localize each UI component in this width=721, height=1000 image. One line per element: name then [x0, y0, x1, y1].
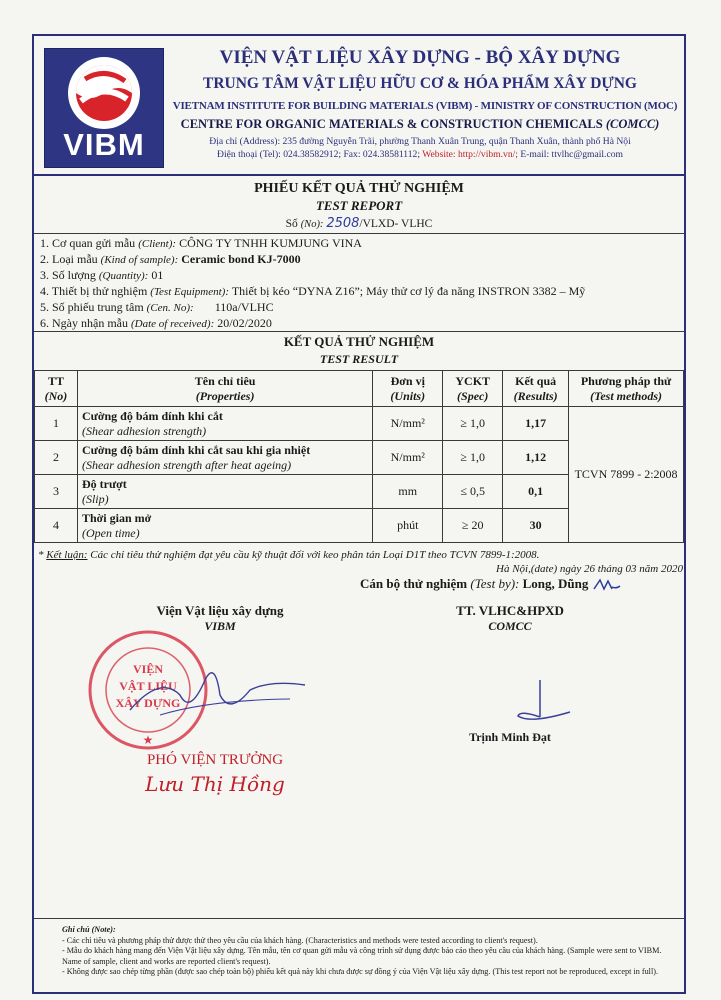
stamp-text-1: VIỆN — [132, 662, 164, 676]
website-link[interactable]: Website: http://vibm.vn/; — [422, 149, 518, 160]
note-item: - Mẫu do khách hàng mang đến Viện Vật liệu xây dựng. Tên mẫu, tên cơ quan gửi mẫu và công trình sử dụng được báo cáo theo yêu cầu của khách hàng. (Sample were sent to VIBM. Name of sample, client and works are reported client's request). — [62, 946, 662, 966]
svg-text:★: ★ — [142, 733, 154, 747]
row-result: 1,17 — [503, 407, 569, 441]
notes-label: Ghi chú (Note): — [62, 925, 116, 934]
conclusion-text: Các chỉ tiêu thử nghiệm đạt yêu cầu kỹ thuật đối với keo phân tán Loại D1T theo TCVN 7899-1:2008. — [90, 549, 540, 561]
logo-emblem-icon — [45, 49, 163, 135]
row-no: 2 — [35, 441, 78, 475]
row-unit: phút — [373, 509, 443, 543]
sample-label: 2. Loại mẫu — [40, 252, 98, 266]
report-number — [34, 216, 684, 231]
date-received-label: 6. Ngày nhận mẫu — [40, 316, 128, 330]
institute-title-vn: VIỆN VẬT LIỆU XÂY DỰNG - BỘ XÂY DỰNG — [219, 47, 621, 68]
tested-by-line — [360, 576, 622, 593]
result-title-en: TEST RESULT — [319, 352, 399, 366]
institute-title-en: VIETNAM INSTITUTE FOR BUILDING MATERIALS (VIBM) - MINISTRY OF CONSTRUCTION (MOC) — [172, 100, 678, 112]
result-title-vn: KẾT QUẢ THỬ NGHIỆM — [283, 334, 435, 349]
left-org: Viện Vật liệu xây dựng — [156, 603, 284, 618]
header-properties: Tên chỉ tiêu (Properties) — [77, 371, 372, 407]
cen-no-line — [40, 300, 274, 315]
row-result: 0,1 — [503, 475, 569, 509]
cen-no-label-en: (Cen. No): — [146, 302, 194, 314]
report-no-handwritten: 2508 — [326, 216, 360, 231]
quantity-label: 3. Số lượng — [40, 268, 96, 282]
row-unit: N/mm² — [373, 441, 443, 475]
report-no-suffix: /VLXD- VLHC — [359, 218, 433, 230]
table-row — [35, 407, 684, 441]
equipment-label-en: (Test Equipment): — [150, 286, 230, 298]
email-text[interactable]: E-mail: ttvlhc@gmail.com — [520, 149, 623, 160]
conclusion-line: * Kết luận: Các chỉ tiêu thử nghiệm đạt yêu cầu kỹ thuật đối với keo phân tán Loại D1T theo TCVN 7899-1:2008. — [38, 549, 540, 561]
report-title-en: TEST REPORT — [315, 198, 403, 213]
row-spec: ≥ 20 — [443, 509, 503, 543]
client-label: 1. Cơ quan gửi mẫu — [40, 236, 136, 250]
right-org: TT. VLHC&HPXD — [456, 603, 564, 618]
row-unit: mm — [373, 475, 443, 509]
centre-title-vn: TRUNG TÂM VẬT LIỆU HỮU CƠ & HÓA PHẨM XÂY DỰNG — [202, 75, 637, 92]
client-value: CÔNG TY TNHH KUMJUNG VINA — [179, 236, 362, 250]
logo-text: VIBM — [63, 127, 145, 162]
row-spec: ≥ 1,0 — [443, 441, 503, 475]
header-divider — [32, 174, 686, 176]
address-line: Địa chỉ (Address): 235 đường Nguyễn Trãi, phường Thanh Xuân Trung, quận Thanh Xuân, thành phố Hà Nội — [209, 136, 631, 147]
client-label-en: (Client): — [138, 238, 177, 250]
row-spec: ≤ 0,5 — [443, 475, 503, 509]
row-property: Cường độ bám dính khi cắt sau khi gia nhiệt (Shear adhesion strength after heat ageing) — [77, 441, 372, 475]
report-title-vn: PHIẾU KẾT QUẢ THỬ NGHIỆM — [254, 181, 464, 196]
row-unit: N/mm² — [373, 407, 443, 441]
sample-value: Ceramic bond KJ-7000 — [181, 252, 301, 266]
client-line — [40, 236, 362, 251]
notes-top-rule — [34, 918, 684, 919]
contact-line — [170, 149, 670, 160]
vibm-logo — [44, 48, 164, 168]
tested-by-value: Long, Dũng — [522, 576, 589, 591]
notes-section — [62, 925, 662, 978]
quantity-label-en: (Quantity): — [98, 270, 149, 282]
header-no: TT (No) — [35, 371, 78, 407]
info-top-rule — [34, 233, 684, 234]
result-top-rule — [34, 331, 684, 332]
right-org-abbr: COMCC — [488, 619, 532, 633]
table-header-row — [35, 371, 684, 407]
row-result: 1,12 — [503, 441, 569, 475]
result-table — [34, 370, 684, 543]
left-signer-name: Lưu Thị Hồng — [145, 772, 285, 796]
equipment-line — [40, 284, 585, 299]
left-signature-icon — [120, 655, 310, 735]
left-signer-title: PHÓ VIỆN TRƯỞNG — [146, 752, 284, 768]
right-signature-icon — [510, 672, 600, 732]
left-org-abbr: VIBM — [204, 619, 236, 633]
date-received-line — [40, 316, 272, 331]
row-no: 3 — [35, 475, 78, 509]
conclusion-label: Kết luận: — [46, 549, 88, 561]
tested-by-label: Cán bộ thử nghiệm — [360, 576, 468, 591]
quantity-value: 01 — [151, 268, 164, 282]
row-no: 4 — [35, 509, 78, 543]
quantity-line — [40, 268, 163, 283]
note-item: - Không được sao chép từng phần (được sao chép toàn bộ) phiếu kết quả này khi chưa được sự đồng ý của Viện Vật liệu xây dựng. (This test report not be reproduced, except in full). — [62, 967, 658, 976]
row-property: Thời gian mở (Open time) — [77, 509, 372, 543]
sample-line — [40, 252, 301, 267]
cen-no-value: 110a/VLHC — [214, 300, 274, 314]
header-units: Đơn vị (Units) — [373, 371, 443, 407]
report-no-label-en: (No): — [300, 219, 324, 230]
report-date: Hà Nội,(date) ngày 26 tháng 03 năm 2020 — [496, 563, 683, 575]
equipment-label: 4. Thiết bị thử nghiệm — [40, 284, 148, 298]
header-results: Kết quả (Results) — [503, 371, 569, 407]
tested-by-label-en: (Test by): — [470, 576, 520, 591]
row-property: Độ trượt (Slip) — [77, 475, 372, 509]
sample-label-en: (Kind of sample): — [100, 254, 179, 266]
phone-text: Điện thoại (Tel): 024.38582912; Fax: 024.38581112; — [217, 149, 421, 160]
stamp-text-2: VẬT LIỆU — [119, 679, 177, 693]
stamp-text-3: XÂY DỰNG — [115, 696, 181, 710]
tester-initials-icon — [592, 577, 622, 593]
header-spec: YCKT (Spec) — [443, 371, 503, 407]
centre-title-en-text: CENTRE FOR ORGANIC MATERIALS & CONSTRUCTION CHEMICALS — [180, 117, 603, 131]
method-cell: TCVN 7899 - 2:2008 — [569, 407, 684, 543]
centre-title-en — [170, 117, 670, 132]
date-received-label-en: (Date of received): — [130, 318, 215, 330]
note-item: - Các chỉ tiêu và phương pháp thử được thử theo yêu cầu của khách hàng. (Characteristics and methods were tested according to client's request). — [62, 935, 538, 945]
row-property: Cường độ bám dính khi cắt (Shear adhesion strength) — [77, 407, 372, 441]
date-received-value: 20/02/2020 — [217, 316, 272, 330]
header-methods: Phương pháp thử (Test methods) — [569, 371, 684, 407]
row-spec: ≥ 1,0 — [443, 407, 503, 441]
equipment-value: Thiết bị kéo “DYNA Z16”; Máy thử cơ lý đa năng INSTRON 3382 – Mỹ — [231, 284, 586, 298]
right-signer-name: Trịnh Minh Đạt — [469, 730, 551, 744]
centre-title-en-abbr: (COMCC) — [605, 117, 660, 131]
report-no-label: Số — [285, 218, 298, 230]
row-no: 1 — [35, 407, 78, 441]
row-result: 30 — [503, 509, 569, 543]
cen-no-label: 5. Số phiếu trung tâm — [40, 300, 144, 314]
